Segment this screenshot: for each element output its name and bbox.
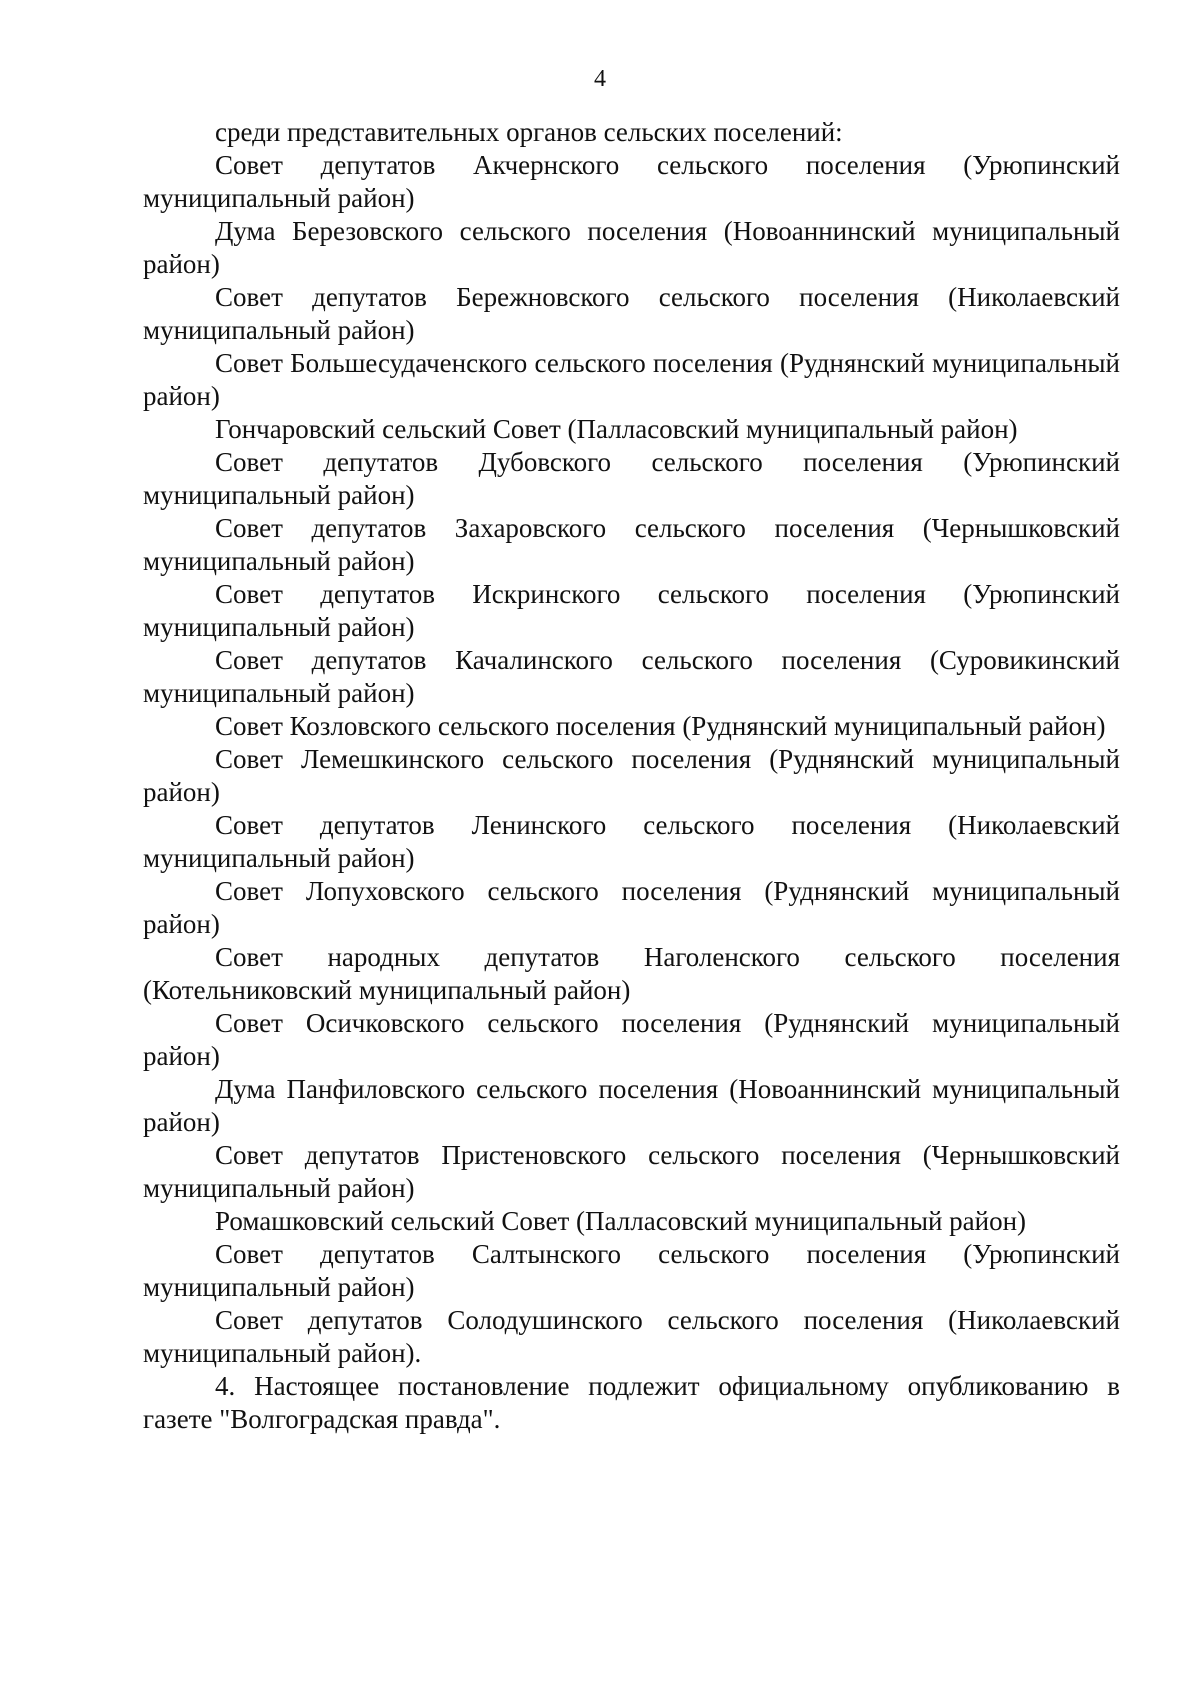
intro-line: среди представительных органов сельских поселений: (215, 117, 843, 147)
document-body (143, 116, 1120, 1436)
list-item: Ромашковский сельский Совет (Палласовский муниципальный район) (215, 1206, 1027, 1236)
list-item: Совет депутатов Качалинского сельского поселения (Суровикинский муниципальный район) (143, 645, 1120, 708)
list-item: Дума Березовского сельского поселения (Новоаннинский муниципальный район) (143, 216, 1120, 279)
list-item: Совет Большесудаченского сельского поселения (Руднянский муниципальный район) (143, 348, 1120, 411)
list-item: Совет депутатов Ленинского сельского поселения (Николаевский муниципальный район) (143, 810, 1120, 873)
list-item: Совет депутатов Салтынского сельского поселения (Урюпинский муниципальный район) (143, 1239, 1120, 1302)
list-item: Дума Панфиловского сельского поселения (Новоаннинский муниципальный район) (143, 1074, 1120, 1137)
list-item: Совет депутатов Искринского сельского поселения (Урюпинский муниципальный район) (143, 579, 1120, 642)
list-item: Совет Лопуховского сельского поселения (Руднянский муниципальный район) (143, 876, 1120, 939)
list-item: Гончаровский сельский Совет (Палласовский муниципальный район) (215, 414, 1018, 444)
page-number: 4 (594, 66, 606, 92)
list-item: Совет народных депутатов Наголенского сельского поселения (Котельниковский муниципальный район) (143, 942, 1120, 1005)
list-item: Совет Козловского сельского поселения (Руднянский муниципальный район) (215, 711, 1106, 741)
list-item: Совет депутатов Дубовского сельского поселения (Урюпинский муниципальный район) (143, 447, 1120, 510)
list-item: Совет депутатов Пристеновского сельского поселения (Чернышковский муниципальный район) (143, 1140, 1120, 1203)
list-item: Совет Лемешкинского сельского поселения (Руднянский муниципальный район) (143, 744, 1120, 807)
list-item: Совет депутатов Бережновского сельского поселения (Николаевский муниципальный район) (143, 282, 1120, 345)
list-item: Совет депутатов Акчернского сельского поселения (Урюпинский муниципальный район) (143, 150, 1120, 213)
list-item: Совет депутатов Захаровского сельского поселения (Чернышковский муниципальный район) (143, 513, 1120, 576)
list-item: Совет депутатов Солодушинского сельского поселения (Николаевский муниципальный район). (143, 1305, 1120, 1368)
list-item: Совет Осичковского сельского поселения (Руднянский муниципальный район) (143, 1008, 1120, 1071)
final-paragraph: 4. Настоящее постановление подлежит официальному опубликованию в газете "Волгоградская правда". (143, 1371, 1120, 1434)
